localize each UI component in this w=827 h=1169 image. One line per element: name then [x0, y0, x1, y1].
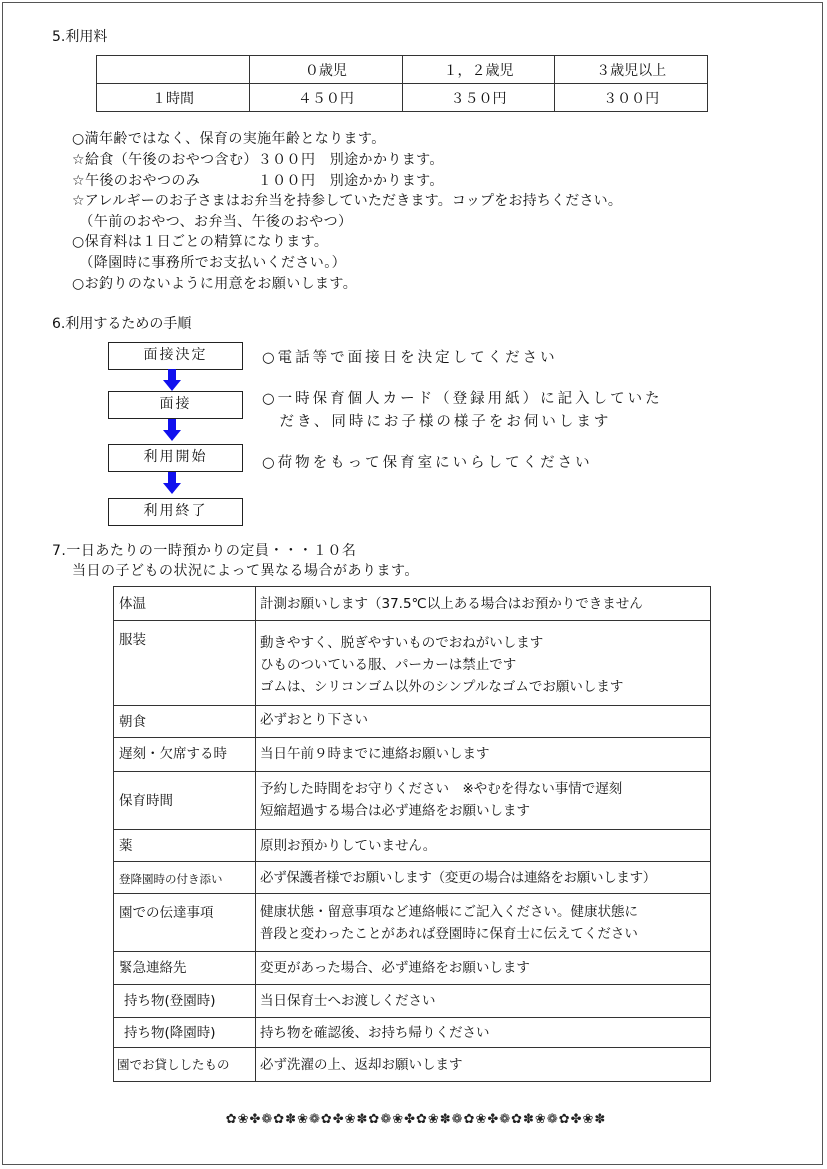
fee-table — [96, 55, 708, 112]
fee-note: ☆給食（午後のおやつ含む）３００円 別途かかります。 — [72, 152, 444, 168]
rule-line: 持ち物を確認後、お持ち帰りください — [260, 1025, 490, 1041]
rule-line: 計測お願いします（37.5℃以上ある場合はお預かりできません — [260, 596, 643, 612]
table-row — [114, 1048, 711, 1082]
fee-cell: ４５０円 — [250, 84, 403, 112]
table-row — [114, 952, 711, 985]
flow-description: ○電話等で面接日を決定してください — [262, 350, 558, 366]
flow-arrow-icon — [163, 472, 181, 494]
rule-line: ひものついている服、パーカーは禁止です — [260, 657, 517, 673]
table-row — [114, 985, 711, 1018]
rule-content — [256, 830, 711, 862]
flow-description: だき、同時にお子様の様子をお伺いします — [262, 414, 612, 430]
rule-label: 体温 — [114, 587, 256, 621]
table-row — [114, 621, 711, 706]
rule-content — [256, 772, 711, 830]
rule-label: 薬 — [114, 830, 256, 862]
rule-line: ゴムは、シリコンゴム以外のシンプルなゴムでお願いします — [260, 679, 624, 695]
fee-note: （降園時に事務所でお支払いください。） — [72, 255, 346, 271]
fee-note: ☆アレルギーのお子さまはお弁当を持参していただきます。コップをお持ちください。 — [72, 193, 623, 209]
rule-label: 園でお貸ししたもの — [114, 1048, 256, 1082]
fee-table-header-row — [97, 56, 708, 84]
section7-subheading: 当日の子どもの状況によって異なる場合があります。 — [72, 563, 419, 579]
flow-arrow-icon — [163, 369, 181, 391]
rule-label: 登降園時の付き添い — [114, 862, 256, 894]
section6-heading: 6.利用するための手順 — [52, 316, 192, 332]
footer-decoration: ✿❀✤❁✿✽❀❁✿✤❀✽✿❁❀✤✿❀✽❁✿❀✤❁✿✽❀❁✿✤❀✽ — [225, 1112, 607, 1127]
rule-label: 園での伝達事項 — [114, 894, 256, 952]
rule-content — [256, 1018, 711, 1048]
flow-step-start-use: 利用開始 — [108, 444, 243, 472]
rule-label: 持ち物(降園時) — [114, 1018, 256, 1048]
flow-description: ○荷物をもって保育室にいらしてください — [262, 455, 593, 471]
fee-note: ☆午後のおやつのみ １００円 別途かかります。 — [72, 173, 444, 189]
rule-content — [256, 1048, 711, 1082]
table-row — [114, 1018, 711, 1048]
rule-line: 動きやすく、脱ぎやすいものでおねがいします — [260, 635, 544, 651]
fee-row-label: １時間 — [97, 84, 250, 112]
fee-header-cell: １，２歳児 — [402, 56, 555, 84]
rule-line: 原則お預かりしていません。 — [260, 838, 437, 854]
rule-content — [256, 894, 711, 952]
table-row — [114, 830, 711, 862]
rule-line: 普段と変わったことがあれば登園時に保育士に伝えてください — [260, 926, 638, 942]
rule-line: 必ずおとり下さい — [260, 712, 368, 728]
rule-label: 緊急連絡先 — [114, 952, 256, 985]
rule-label: 朝食 — [114, 706, 256, 738]
rule-line: 必ず保護者様でお願いします（変更の場合は連絡をお願いします） — [260, 870, 656, 886]
fee-cell: ３００円 — [555, 84, 708, 112]
rule-content — [256, 862, 711, 894]
rule-line: 変更があった場合、必ず連絡をお願いします — [260, 960, 530, 976]
rule-content — [256, 587, 711, 621]
rule-line: 健康状態・留意事項など連絡帳にご記入ください。健康状態に — [260, 904, 638, 920]
section5-heading: 5.利用料 — [52, 29, 108, 45]
table-row — [114, 587, 711, 621]
fee-header-cell: ０歳児 — [250, 56, 403, 84]
fee-note: ○お釣りのないように用意をお願いします。 — [72, 276, 358, 292]
rule-content — [256, 706, 711, 738]
rule-content — [256, 738, 711, 772]
fee-note: ○保育料は１日ごとの精算になります。 — [72, 234, 329, 250]
flow-step-interview: 面接 — [108, 391, 243, 419]
flow-description: ○一時保育個人カード（登録用紙）に記入していた — [262, 391, 663, 407]
table-row — [114, 738, 711, 772]
table-row — [114, 894, 711, 952]
table-row — [114, 862, 711, 894]
fee-header-cell: ３歳児以上 — [555, 56, 708, 84]
rule-line: 必ず洗濯の上、返却お願いします — [260, 1057, 463, 1073]
fee-cell: ３５０円 — [402, 84, 555, 112]
flow-arrow-icon — [163, 419, 181, 441]
fee-note: （午前のおやつ、お弁当、午後のおやつ） — [72, 214, 353, 230]
flow-step-interview-scheduling: 面接決定 — [108, 342, 243, 370]
rule-line: 当日午前９時までに連絡お願いします — [260, 746, 490, 762]
table-row — [114, 772, 711, 830]
rule-line: 予約した時間をお守りください ※やむを得ない事情で遅刻 — [260, 781, 623, 797]
fee-header-cell — [97, 56, 250, 84]
flow-step-end-use: 利用終了 — [108, 498, 243, 526]
section7-heading: 7.一日あたりの一時預かりの定員・・・１０名 — [52, 543, 357, 559]
rule-label: 持ち物(登園時) — [114, 985, 256, 1018]
rule-content — [256, 985, 711, 1018]
fee-table-row — [97, 84, 708, 112]
rules-table — [113, 586, 711, 1082]
rule-line: 当日保育士へお渡しください — [260, 993, 436, 1009]
rule-label: 服装 — [114, 621, 256, 706]
rule-label: 保育時間 — [114, 772, 256, 830]
rule-line: 短縮超過する場合は必ず連絡をお願いします — [260, 803, 530, 819]
rule-label: 遅刻・欠席する時 — [114, 738, 256, 772]
rule-content — [256, 621, 711, 706]
rule-content — [256, 952, 711, 985]
table-row — [114, 706, 711, 738]
fee-note: ○満年齢ではなく、保育の実施年齢となります。 — [72, 131, 386, 147]
